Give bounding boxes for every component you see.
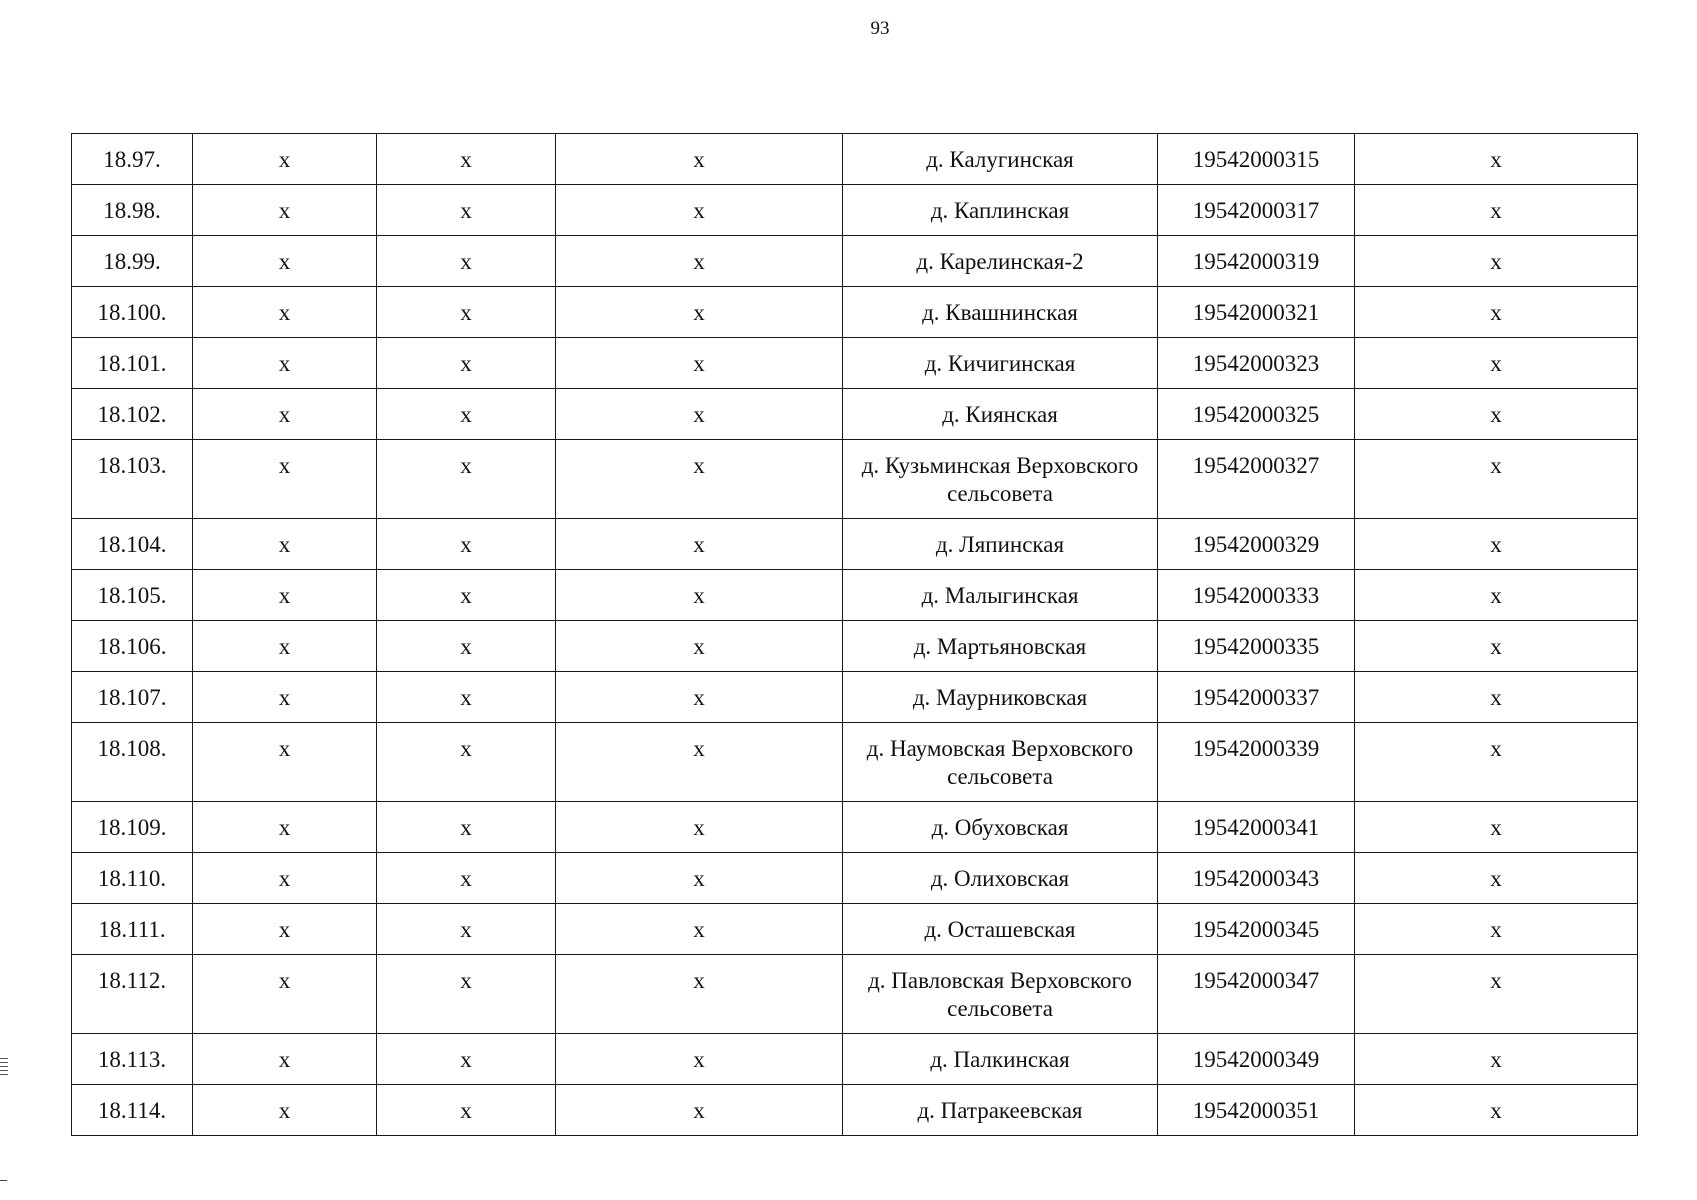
column-7-cell: х <box>1355 338 1638 389</box>
row-number-cell: 18.99. <box>72 236 193 287</box>
settlement-name-cell: д. Кичигинская <box>843 338 1158 389</box>
column-2-cell: х <box>193 853 377 904</box>
table-row <box>72 621 1638 672</box>
column-2-cell: х <box>193 904 377 955</box>
column-7-cell: х <box>1355 389 1638 440</box>
oktmo-code-cell: 19542000347 <box>1158 955 1355 1034</box>
column-3-cell: х <box>377 185 556 236</box>
table-row <box>72 723 1638 802</box>
column-4-cell: х <box>556 519 843 570</box>
oktmo-code-cell: 19542000349 <box>1158 1034 1355 1085</box>
column-2-cell: х <box>193 519 377 570</box>
settlement-name-cell: д. Каплинская <box>843 185 1158 236</box>
column-4-cell: х <box>556 955 843 1034</box>
oktmo-code-cell: 19542000321 <box>1158 287 1355 338</box>
column-4-cell: х <box>556 236 843 287</box>
column-3-cell: х <box>377 519 556 570</box>
margin-dash <box>0 1180 7 1181</box>
column-4-cell: х <box>556 621 843 672</box>
table-body <box>72 134 1638 1136</box>
margin-marks <box>0 1058 8 1078</box>
table-row <box>72 672 1638 723</box>
table-row <box>72 440 1638 519</box>
column-7-cell: х <box>1355 853 1638 904</box>
table-row <box>72 389 1638 440</box>
column-7-cell: х <box>1355 185 1638 236</box>
column-2-cell: х <box>193 802 377 853</box>
settlement-name-cell: д. Малыгинская <box>843 570 1158 621</box>
column-2-cell: х <box>193 723 377 802</box>
table-row <box>72 904 1638 955</box>
column-2-cell: х <box>193 134 377 185</box>
row-number-cell: 18.107. <box>72 672 193 723</box>
table-row <box>72 1085 1638 1136</box>
page-number: 93 <box>870 18 890 39</box>
column-7-cell: х <box>1355 621 1638 672</box>
column-2-cell: х <box>193 389 377 440</box>
column-2-cell: х <box>193 1085 377 1136</box>
column-3-cell: х <box>377 802 556 853</box>
column-3-cell: х <box>377 853 556 904</box>
column-4-cell: х <box>556 134 843 185</box>
column-4-cell: х <box>556 287 843 338</box>
column-7-cell: х <box>1355 570 1638 621</box>
row-number-cell: 18.102. <box>72 389 193 440</box>
oktmo-code-cell: 19542000345 <box>1158 904 1355 955</box>
column-4-cell: х <box>556 853 843 904</box>
settlement-name-cell: д. Наумовская Верховского сельсовета <box>843 723 1158 802</box>
settlement-name-cell: д. Обуховская <box>843 802 1158 853</box>
table-row <box>72 1034 1638 1085</box>
column-2-cell: х <box>193 621 377 672</box>
row-number-cell: 18.109. <box>72 802 193 853</box>
table-row <box>72 338 1638 389</box>
row-number-cell: 18.112. <box>72 955 193 1034</box>
column-4-cell: х <box>556 338 843 389</box>
oktmo-code-cell: 19542000333 <box>1158 570 1355 621</box>
column-3-cell: х <box>377 134 556 185</box>
table-row <box>72 570 1638 621</box>
settlement-name-cell: д. Олиховская <box>843 853 1158 904</box>
settlement-name-cell: д. Квашнинская <box>843 287 1158 338</box>
settlement-name-cell: д. Мартьяновская <box>843 621 1158 672</box>
column-3-cell: х <box>377 1085 556 1136</box>
row-number-cell: 18.105. <box>72 570 193 621</box>
column-4-cell: х <box>556 389 843 440</box>
row-number-cell: 18.100. <box>72 287 193 338</box>
column-2-cell: х <box>193 236 377 287</box>
column-3-cell: х <box>377 955 556 1034</box>
settlement-name-cell: д. Палкинская <box>843 1034 1158 1085</box>
column-7-cell: х <box>1355 802 1638 853</box>
column-7-cell: х <box>1355 134 1638 185</box>
column-7-cell: х <box>1355 672 1638 723</box>
column-4-cell: х <box>556 185 843 236</box>
table-row <box>72 955 1638 1034</box>
column-4-cell: х <box>556 904 843 955</box>
column-3-cell: х <box>377 236 556 287</box>
oktmo-code-cell: 19542000327 <box>1158 440 1355 519</box>
column-2-cell: х <box>193 1034 377 1085</box>
column-4-cell: х <box>556 440 843 519</box>
table-row <box>72 185 1638 236</box>
column-4-cell: х <box>556 802 843 853</box>
column-4-cell: х <box>556 1034 843 1085</box>
oktmo-code-cell: 19542000351 <box>1158 1085 1355 1136</box>
column-2-cell: х <box>193 672 377 723</box>
oktmo-code-cell: 19542000325 <box>1158 389 1355 440</box>
column-7-cell: х <box>1355 723 1638 802</box>
settlement-name-cell: д. Карелинская-2 <box>843 236 1158 287</box>
settlement-name-cell: д. Павловская Верховского сельсовета <box>843 955 1158 1034</box>
column-3-cell: х <box>377 723 556 802</box>
settlement-name-cell: д. Кузьминская Верховского сельсовета <box>843 440 1158 519</box>
table-row <box>72 287 1638 338</box>
column-3-cell: х <box>377 1034 556 1085</box>
column-4-cell: х <box>556 672 843 723</box>
oktmo-code-cell: 19542000319 <box>1158 236 1355 287</box>
row-number-cell: 18.114. <box>72 1085 193 1136</box>
row-number-cell: 18.110. <box>72 853 193 904</box>
column-2-cell: х <box>193 338 377 389</box>
column-7-cell: х <box>1355 1085 1638 1136</box>
settlement-name-cell: д. Маурниковская <box>843 672 1158 723</box>
row-number-cell: 18.104. <box>72 519 193 570</box>
column-2-cell: х <box>193 440 377 519</box>
column-4-cell: х <box>556 1085 843 1136</box>
row-number-cell: 18.97. <box>72 134 193 185</box>
column-7-cell: х <box>1355 440 1638 519</box>
oktmo-code-cell: 19542000317 <box>1158 185 1355 236</box>
settlement-name-cell: д. Патракеевская <box>843 1085 1158 1136</box>
settlements-table <box>71 133 1638 1136</box>
row-number-cell: 18.106. <box>72 621 193 672</box>
column-3-cell: х <box>377 389 556 440</box>
column-3-cell: х <box>377 570 556 621</box>
oktmo-code-cell: 19542000343 <box>1158 853 1355 904</box>
column-7-cell: х <box>1355 236 1638 287</box>
settlement-name-cell: д. Ляпинская <box>843 519 1158 570</box>
column-3-cell: х <box>377 672 556 723</box>
column-7-cell: х <box>1355 287 1638 338</box>
settlement-name-cell: д. Осташевская <box>843 904 1158 955</box>
table-row <box>72 519 1638 570</box>
column-2-cell: х <box>193 185 377 236</box>
row-number-cell: 18.101. <box>72 338 193 389</box>
row-number-cell: 18.103. <box>72 440 193 519</box>
column-7-cell: х <box>1355 904 1638 955</box>
column-2-cell: х <box>193 570 377 621</box>
oktmo-code-cell: 19542000337 <box>1158 672 1355 723</box>
oktmo-code-cell: 19542000335 <box>1158 621 1355 672</box>
table-row <box>72 236 1638 287</box>
column-7-cell: х <box>1355 955 1638 1034</box>
oktmo-code-cell: 19542000323 <box>1158 338 1355 389</box>
row-number-cell: 18.111. <box>72 904 193 955</box>
row-number-cell: 18.98. <box>72 185 193 236</box>
column-3-cell: х <box>377 621 556 672</box>
oktmo-code-cell: 19542000341 <box>1158 802 1355 853</box>
table-row <box>72 853 1638 904</box>
column-7-cell: х <box>1355 519 1638 570</box>
column-2-cell: х <box>193 287 377 338</box>
table-row <box>72 802 1638 853</box>
column-3-cell: х <box>377 338 556 389</box>
column-3-cell: х <box>377 904 556 955</box>
column-4-cell: х <box>556 723 843 802</box>
column-7-cell: х <box>1355 1034 1638 1085</box>
column-4-cell: х <box>556 570 843 621</box>
row-number-cell: 18.108. <box>72 723 193 802</box>
column-3-cell: х <box>377 440 556 519</box>
column-2-cell: х <box>193 955 377 1034</box>
oktmo-code-cell: 19542000339 <box>1158 723 1355 802</box>
oktmo-code-cell: 19542000329 <box>1158 519 1355 570</box>
oktmo-code-cell: 19542000315 <box>1158 134 1355 185</box>
settlement-name-cell: д. Калугинская <box>843 134 1158 185</box>
column-3-cell: х <box>377 287 556 338</box>
table-row <box>72 134 1638 185</box>
row-number-cell: 18.113. <box>72 1034 193 1085</box>
settlement-name-cell: д. Киянская <box>843 389 1158 440</box>
